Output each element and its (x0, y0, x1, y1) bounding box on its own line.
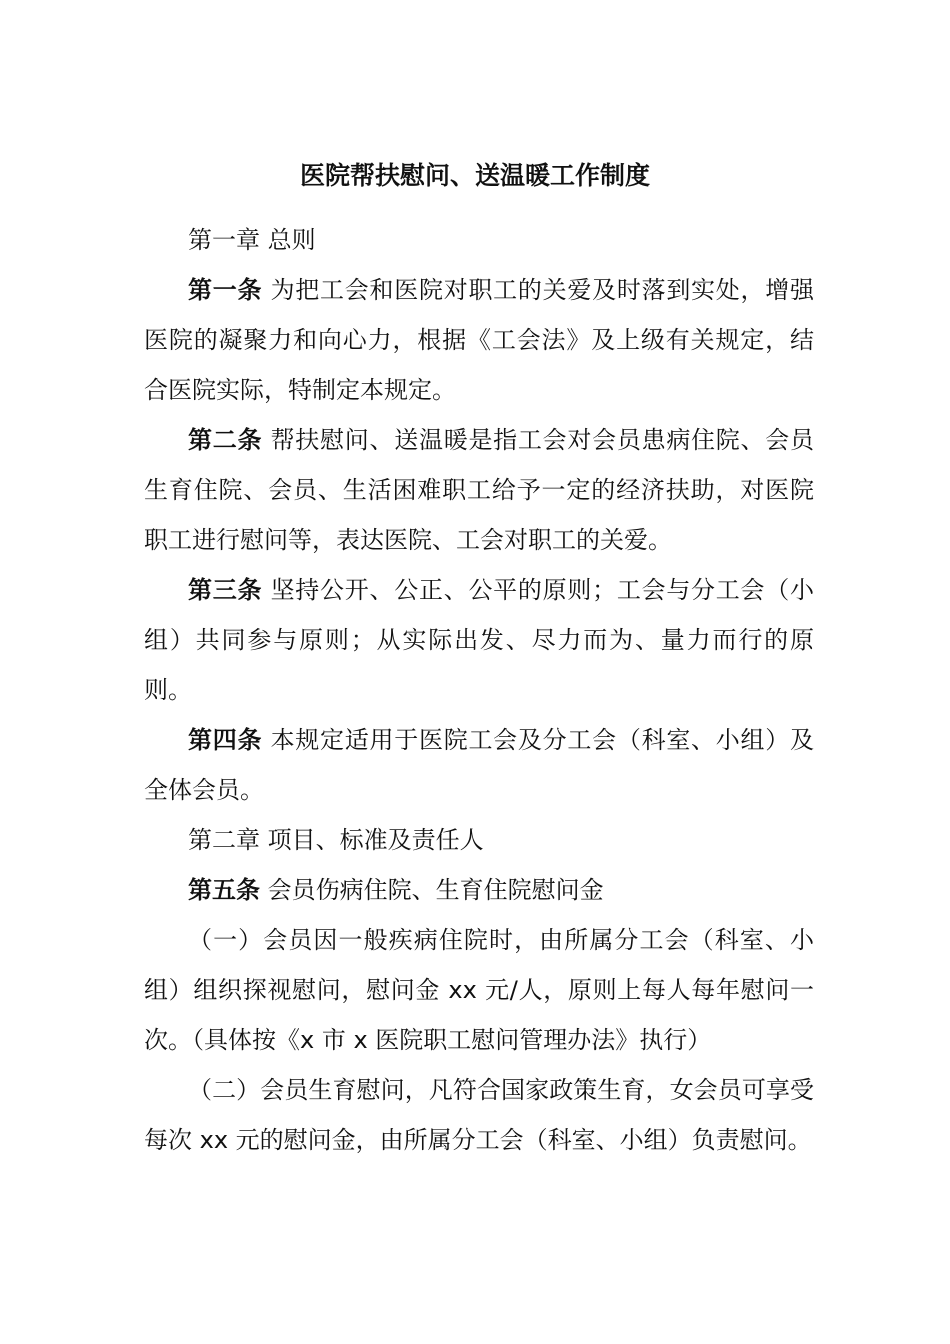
article-5-label: 第五条 (188, 876, 260, 904)
article-2-label: 第二条 (188, 426, 263, 454)
article-4-label: 第四条 (188, 726, 263, 754)
article-2-text: 帮扶慰问、送温暖是指工会对会员患病住院、会员生育住院、会员、生活困难职工给予一定的经济扶助，对医院职工进行慰问等，表达医院、工会对职工的关爱。 (144, 426, 814, 554)
document-body (144, 215, 814, 1165)
article-1-label: 第一条 (188, 276, 263, 304)
article-3 (144, 565, 814, 715)
article-3-label: 第三条 (188, 576, 263, 604)
chapter-2-heading: 第二章 项目、标准及责任人 (188, 826, 484, 854)
article-3-text: 坚持公开、公正、公平的原则；工会与分工会（小组）共同参与原则；从实际出发、尽力而为、量力而行的原则。 (144, 576, 814, 704)
article-1 (144, 265, 814, 415)
chapter-1-heading: 第一章 总则 (188, 226, 316, 254)
article-5-text: 会员伤病住院、生育住院慰问金 (267, 876, 604, 904)
article-2 (144, 415, 814, 565)
article-4-text: 本规定适用于医院工会及分工会（科室、小组）及全体会员。 (144, 726, 814, 804)
article-5 (144, 865, 814, 915)
item-1: （一）会员因一般疾病住院时，由所属分工会（科室、小组）组织探视慰问，慰问金 xx 元/人，原则上每人每年慰问一次。（具体按《x 市 x 医院职工慰问管理办法》执行） (144, 926, 814, 1054)
document-title: 医院帮扶慰问、送温暖工作制度 (299, 161, 650, 190)
article-1-text: 为把工会和医院对职工的关爱及时落到实处，增强医院的凝聚力和向心力，根据《工会法》及上级有关规定，结合医院实际，特制定本规定。 (144, 276, 814, 404)
article-4 (144, 715, 814, 815)
item-2: （二）会员生育慰问，凡符合国家政策生育，女会员可享受每次 xx 元的慰问金，由所属分工会（科室、小组）负责慰问。 (144, 1076, 814, 1154)
